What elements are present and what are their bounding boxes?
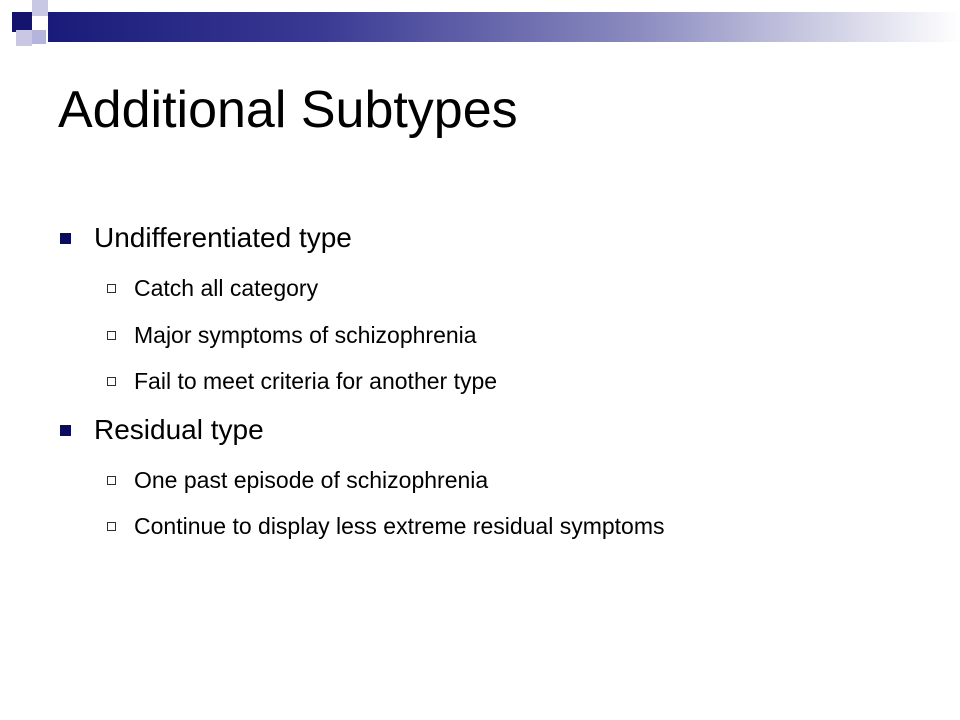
- hollow-square-bullet-icon: [107, 331, 116, 340]
- sub-bullet-text: Catch all category: [134, 275, 319, 301]
- sub-bullet-text: Major symptoms of schizophrenia: [134, 322, 477, 348]
- sub-bullet-item: [107, 273, 318, 303]
- sub-bullet-text: Continue to display less extreme residual symptoms: [134, 513, 665, 539]
- slide-title: Additional Subtypes: [58, 81, 518, 139]
- hollow-square-bullet-icon: [107, 522, 116, 531]
- square-bullet-icon: [60, 425, 71, 436]
- hollow-square-bullet-icon: [107, 476, 116, 485]
- sub-bullet-text: Fail to meet criteria for another type: [134, 368, 498, 394]
- square-bullet-icon: [60, 233, 71, 244]
- bullet-item: [60, 220, 352, 256]
- hollow-square-bullet-icon: [107, 377, 116, 386]
- hollow-square-bullet-icon: [107, 284, 116, 293]
- sub-bullet-item: [107, 511, 665, 541]
- sub-bullet-item: [107, 366, 497, 396]
- sub-bullet-item: [107, 320, 477, 350]
- bullet-text: Residual type: [94, 414, 264, 445]
- bullet-text: Undifferentiated type: [94, 222, 352, 253]
- sub-bullet-text: One past episode of schizophrenia: [134, 467, 489, 493]
- sub-bullet-item: [107, 465, 488, 495]
- bullet-item: [60, 412, 264, 448]
